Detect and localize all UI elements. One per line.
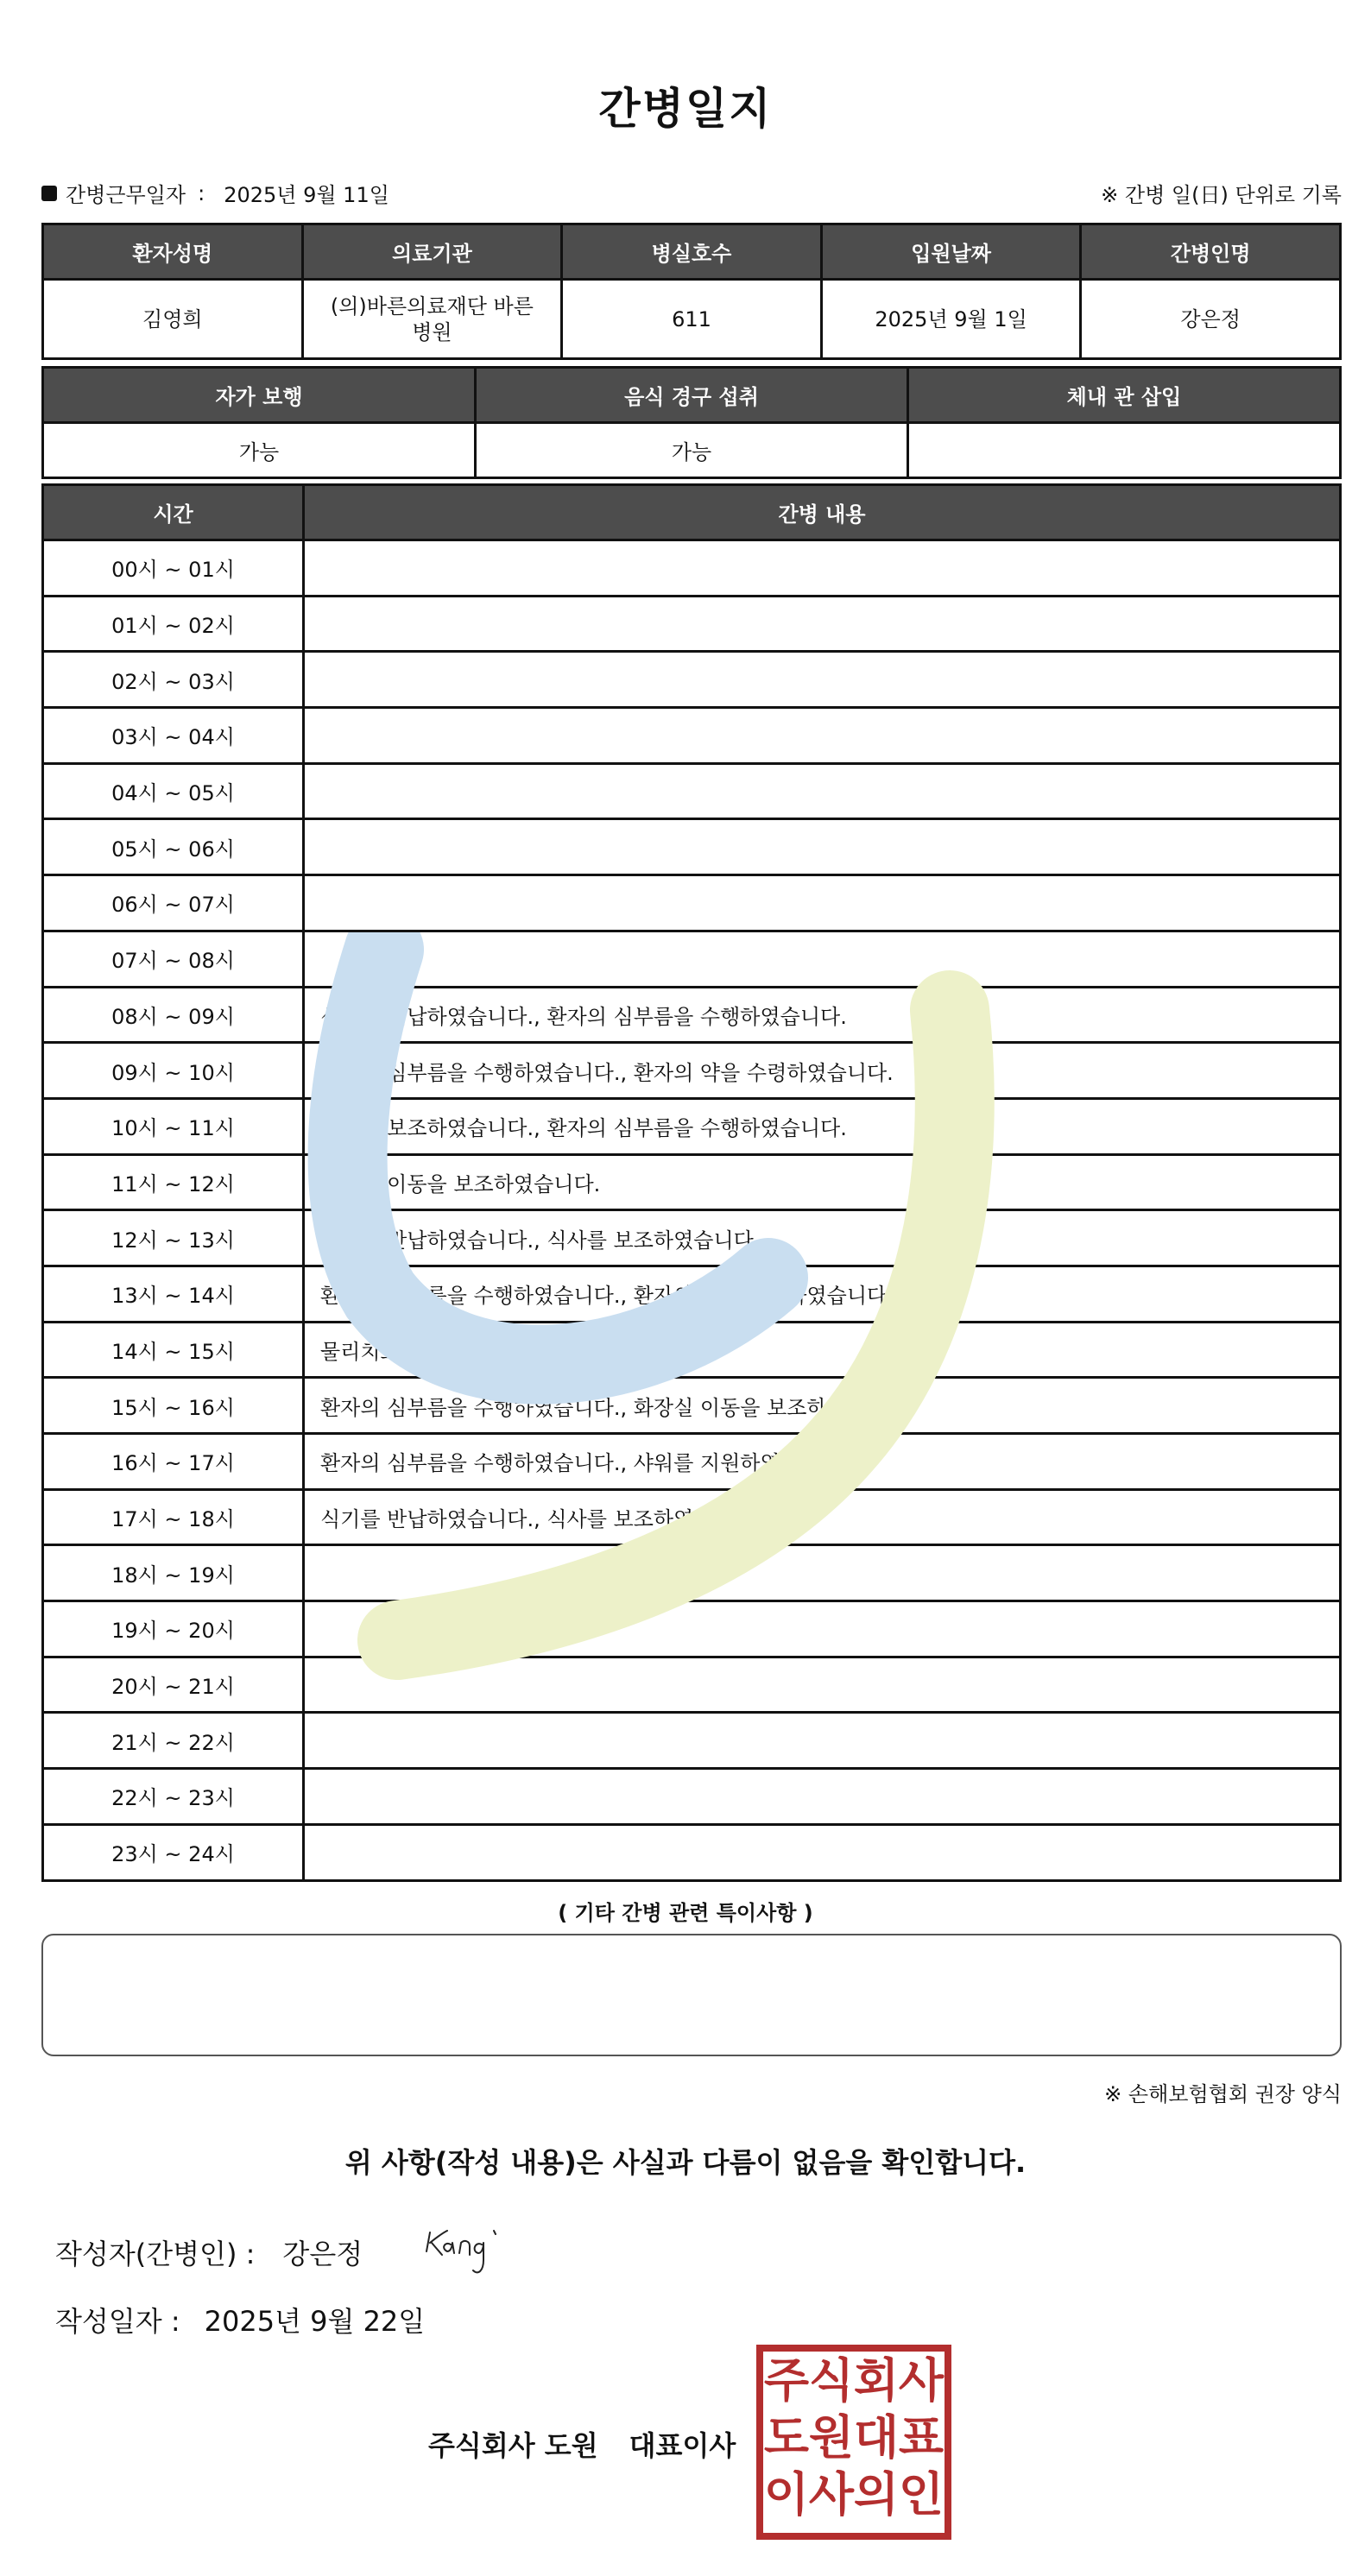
written-date-field [55,2300,425,2339]
seal-character: 인 [898,2467,945,2522]
care-content-cell [304,1545,1341,1601]
table-row [43,1545,1341,1601]
care-content-cell [304,1601,1341,1657]
seal-character: 사 [898,2353,945,2408]
care-content-cell [304,819,1341,875]
table-row [43,875,1341,931]
care-content-cell [304,596,1341,652]
time-cell: 03시 ~ 04시 [43,708,304,764]
seal-character: 원 [808,2410,855,2465]
care-content-cell: 산책을 보조하였습니다., 환자의 심부름을 수행하였습니다. [304,1098,1341,1154]
writer-field [55,2232,363,2272]
table-row [43,540,1341,597]
hospital-name: (의)바른의료재단 바른병원 [302,280,562,359]
admission-date: 2025년 9월 1일 [821,280,1081,359]
time-cell: 19시 ~ 20시 [43,1601,304,1657]
care-content-cell [304,652,1341,708]
time-cell: 11시 ~ 12시 [43,1154,304,1210]
work-date-value: 2025년 9월 11일 [224,183,389,207]
time-cell: 05시 ~ 06시 [43,819,304,875]
care-content-cell: 환자의 심부름을 수행하였습니다., 샤워를 지원하였습니다. [304,1434,1341,1490]
care-content-cell: 환자의 심부름을 수행하였습니다., 환자의 약을 수령하였습니다. [304,1043,1341,1099]
patient-info-table [41,223,1342,360]
header-time: 시간 [43,485,304,540]
document-title: 간병일지 [598,84,773,134]
care-log-body [43,540,1341,1881]
care-log-table [41,483,1342,1882]
work-date-label: 간병근무일자 [66,183,186,207]
care-content-cell [304,708,1341,764]
company-seal [756,2345,951,2540]
time-cell: 01시 ~ 02시 [43,596,304,652]
time-cell: 22시 ~ 23시 [43,1769,304,1825]
header-oral-intake: 음식 경구 섭취 [476,368,908,423]
table-row [43,763,1341,819]
time-cell: 02시 ~ 03시 [43,652,304,708]
table-row [43,1266,1341,1322]
handwritten-signature [421,2217,542,2282]
time-cell: 17시 ~ 18시 [43,1489,304,1545]
time-cell: 13시 ~ 14시 [43,1266,304,1322]
seal-character: 식 [808,2353,855,2408]
header-admission-date: 입원날짜 [821,224,1081,280]
care-content-cell [304,931,1341,987]
care-content-cell [304,540,1341,597]
care-content-cell: 환자의 심부름을 수행하였습니다., 환자의 약을 수령하였습니다. [304,1266,1341,1322]
time-cell: 15시 ~ 16시 [43,1378,304,1434]
time-cell: 23시 ~ 24시 [43,1824,304,1880]
seal-character: 주 [763,2353,810,2408]
table-row [43,1713,1341,1769]
header-caregiver-name: 간병인명 [1081,224,1341,280]
seal-character: 대 [853,2410,900,2465]
table-row [43,1322,1341,1378]
table-row [43,1601,1341,1657]
table-row [43,1824,1341,1880]
notes-box [41,1934,1342,2056]
company-name: 주식회사 도원 [428,2429,598,2462]
table-row [43,931,1341,987]
care-content-cell: 식기를 반납하였습니다., 식사를 보조하였습니다. [304,1489,1341,1545]
time-cell: 10시 ~ 11시 [43,1098,304,1154]
seal-character: 회 [853,2353,900,2408]
table-row [43,1489,1341,1545]
table-row [43,1043,1341,1099]
company-signoff [428,2424,736,2464]
room-number: 611 [562,280,822,359]
table-row [43,708,1341,764]
table-row [43,819,1341,875]
header-care-content: 간병 내용 [304,485,1341,540]
self-walking-value: 가능 [43,423,476,478]
header-tube-insertion: 체내 관 삽입 [908,368,1341,423]
care-content-cell: 식기를 반납하였습니다., 식사를 보조하였습니다. [304,1210,1341,1266]
time-cell: 21시 ~ 22시 [43,1713,304,1769]
time-cell: 09시 ~ 10시 [43,1043,304,1099]
table-row [43,1434,1341,1490]
patient-name: 김영희 [43,280,303,359]
work-date-separator: : [198,180,205,205]
time-cell: 06시 ~ 07시 [43,875,304,931]
unit-note: ※ 간병 일(日) 단위로 기록 [1101,183,1342,207]
time-cell: 14시 ~ 15시 [43,1322,304,1378]
care-content-cell: 식기를 반납하였습니다., 환자의 심부름을 수행하였습니다. [304,987,1341,1043]
seal-character: 표 [898,2410,945,2465]
care-content-cell: 물리치료 이동을 보조하였습니다. [304,1322,1341,1378]
table-row [43,1769,1341,1825]
table-row [43,596,1341,652]
header-room-number: 병실호수 [562,224,822,280]
time-cell: 08시 ~ 09시 [43,987,304,1043]
seal-character: 의 [853,2467,900,2522]
oral-intake-value: 가능 [476,423,908,478]
care-content-cell [304,1769,1341,1825]
time-cell: 18시 ~ 19시 [43,1545,304,1601]
care-content-cell [304,1713,1341,1769]
care-content-cell [304,1824,1341,1880]
table-row [43,652,1341,708]
table-row [43,1210,1341,1266]
header-patient-name: 환자성명 [43,224,303,280]
written-date-value: 2025년 9월 22일 [204,2305,426,2338]
company-representative: 대표이사 [629,2429,736,2462]
time-cell: 16시 ~ 17시 [43,1434,304,1490]
table-row [43,987,1341,1043]
notes-title: ( 기타 간병 관련 특이사항 ) [558,1901,813,1925]
table-row [43,1098,1341,1154]
writer-name: 강은정 [282,2238,363,2270]
square-bullet-icon [41,186,57,201]
care-content-cell: 환자의 심부름을 수행하였습니다., 화장실 이동을 보조하였습니다. [304,1378,1341,1434]
caregiver-name: 강은정 [1081,280,1341,359]
care-content-cell: 화장실 이동을 보조하였습니다. [304,1154,1341,1210]
time-cell: 12시 ~ 13시 [43,1210,304,1266]
header-self-walking: 자가 보행 [43,368,476,423]
care-content-cell [304,1657,1341,1713]
header-hospital: 의료기관 [302,224,562,280]
work-date-field [41,178,389,208]
ability-table [41,366,1342,479]
time-cell: 04시 ~ 05시 [43,763,304,819]
care-content-cell [304,763,1341,819]
seal-character: 이 [763,2467,810,2522]
recommend-note: ※ 손해보험협회 권장 양식 [1104,2082,1342,2106]
confirmation-statement: 위 사항(작성 내용)은 사실과 다름이 없음을 확인합니다. [344,2146,1027,2179]
written-date-label: 작성일자 : [55,2305,180,2338]
table-row [43,1154,1341,1210]
time-cell: 07시 ~ 08시 [43,931,304,987]
tube-insertion-value [908,423,1341,478]
seal-character: 사 [808,2467,855,2522]
care-content-cell [304,875,1341,931]
time-cell: 00시 ~ 01시 [43,540,304,597]
meta-row [41,178,1342,207]
table-row [43,1657,1341,1713]
writer-label: 작성자(간병인) : [55,2238,256,2270]
time-cell: 20시 ~ 21시 [43,1657,304,1713]
seal-character: 도 [763,2410,810,2465]
table-row [43,1378,1341,1434]
